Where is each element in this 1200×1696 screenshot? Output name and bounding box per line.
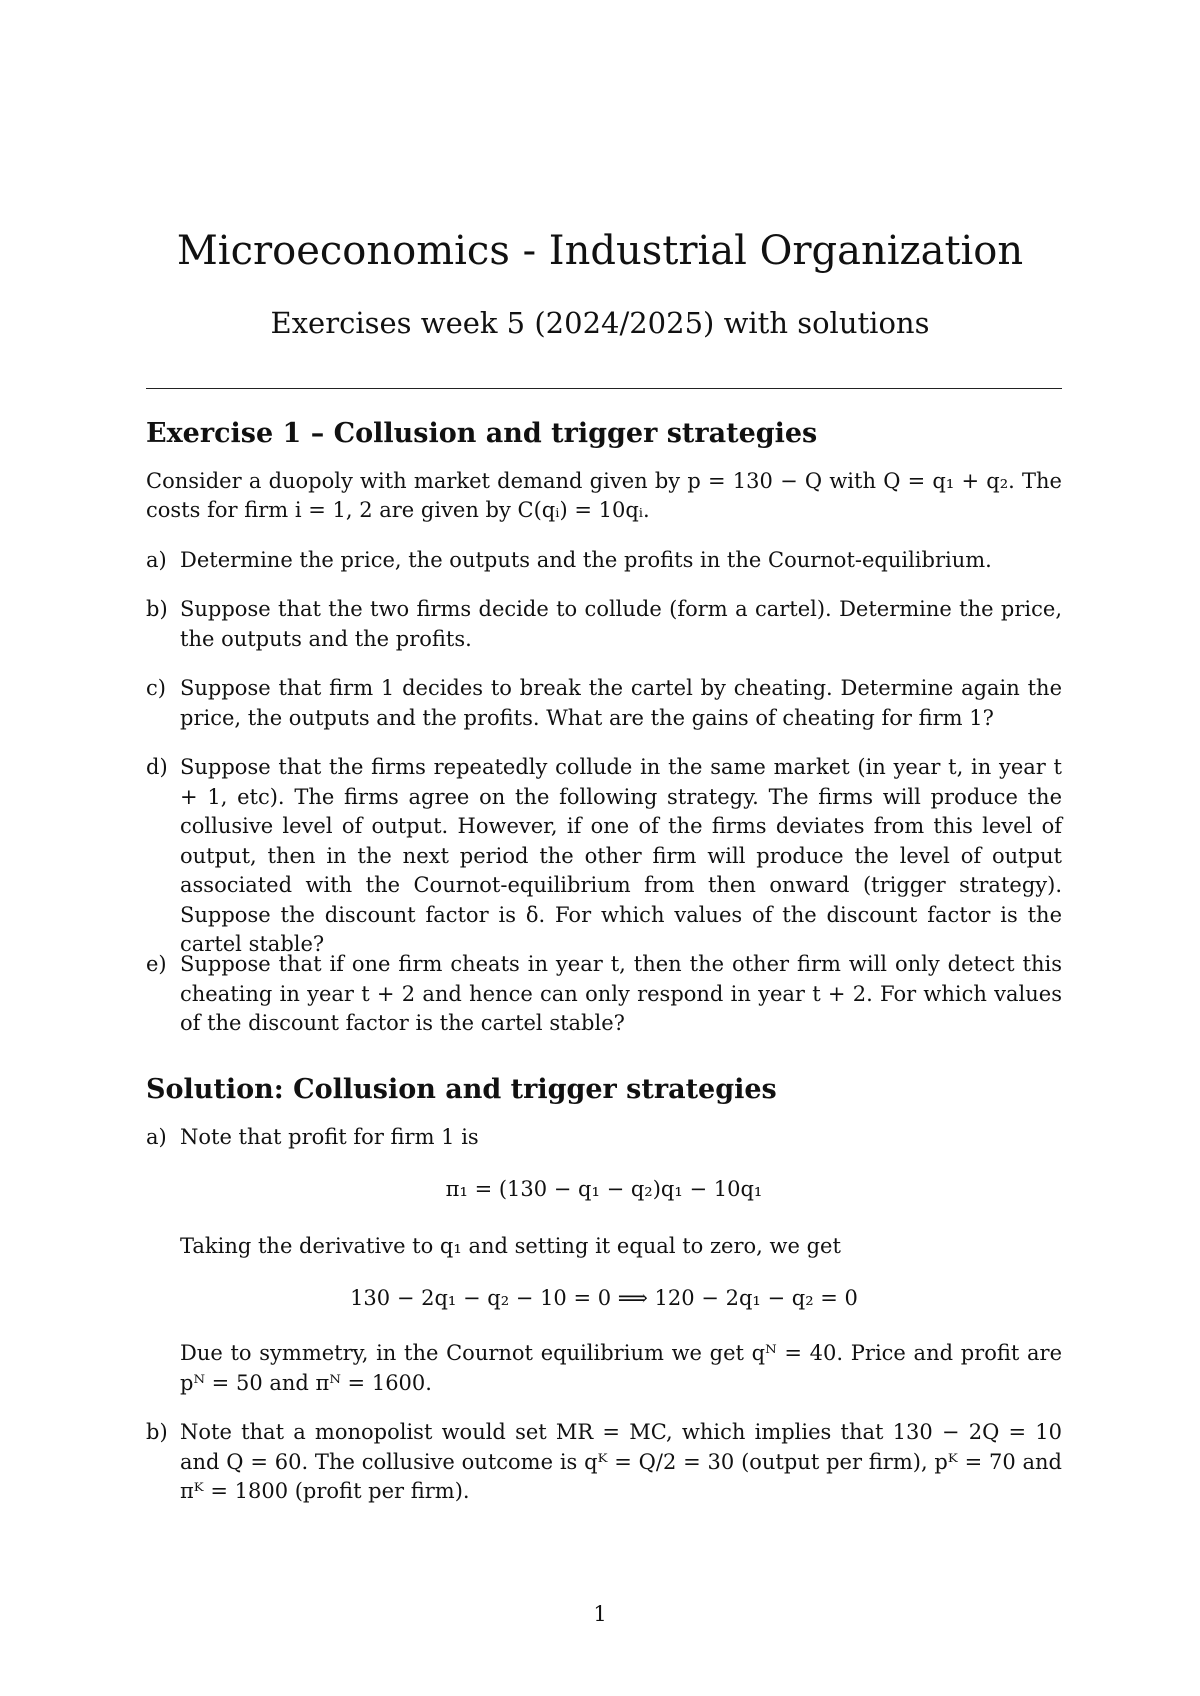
exercise-intro: Consider a duopoly with market demand given by p = 130 − Q with Q = q₁ + q₂. The costs for firm i = 1, 2 are given by C(qᵢ) = 10qᵢ. [146, 469, 1062, 522]
solution-result: Due to symmetry, in the Cournot equilibrium we get qᴺ = 40. Price and profit are pᴺ = 50 and πᴺ = 1600. [180, 1341, 1062, 1395]
solution-text: Taking the derivative to q₁ and setting it equal to zero, we get [180, 1234, 841, 1258]
item-text: Suppose that the two firms decide to collude (form a cartel). Determine the price, the outputs and the profits. [180, 597, 1062, 651]
exercise-heading: Exercise 1 – Collusion and trigger strategies [146, 418, 818, 449]
item-label: a) [146, 548, 167, 572]
item-label: e) [146, 952, 167, 976]
page-title: Microeconomics - Industrial Organization [176, 228, 1024, 274]
item-text: Determine the price, the outputs and the profits in the Cournot-equilibrium. [180, 548, 992, 572]
page-number: 1 [593, 1602, 607, 1626]
solution-heading: Solution: Collusion and trigger strategies [146, 1074, 777, 1105]
item-text: Suppose that the firms repeatedly collude in the same market (in year t, in year t + 1, etc). The firms agree on the following strategy. The firms will produce the collusive level of output. However, if one of the firms deviates from this level of output, then in the next period the other firm will produce the level of output associated with the Cournot-equilibrium from then onward (trigger strategy). Suppose the discount factor is δ. For which values of the discount factor is the cartel stable? [180, 755, 1062, 956]
item-label: c) [146, 676, 166, 700]
item-text: Suppose that firm 1 decides to break the cartel by cheating. Determine again the price, the outputs and the profits. What are the gains of cheating for firm 1? [180, 676, 1062, 730]
solution-item-b [146, 1418, 1062, 1507]
exercise-item-c [146, 674, 1062, 733]
item-text: Suppose that if one firm cheats in year t, then the other firm will only detect this cheating in year t + 2 and hence can only respond in year t + 2. For which values of the discount factor is the cartel stable? [180, 952, 1062, 1035]
item-label: b) [146, 597, 168, 621]
item-label: d) [146, 755, 168, 779]
exercise-item-b [146, 595, 1062, 654]
exercise-item-a [146, 546, 1062, 576]
page-subtitle: Exercises week 5 (2024/2025) with solutions [270, 306, 930, 340]
item-text: Note that profit for firm 1 is [180, 1125, 479, 1149]
equation-foc: 130 − 2q₁ − q₂ − 10 = 0 ⟹ 120 − 2q₁ − q₂ = 0 [350, 1286, 858, 1310]
horizontal-rule [146, 388, 1062, 389]
item-label: a) [146, 1125, 167, 1149]
exercise-item-e [146, 950, 1062, 1039]
solution-item-a [146, 1123, 1062, 1153]
item-text: Note that a monopolist would set MR = MC, which implies that 130 − 2Q = 10 and Q = 60. The collusive outcome is qᴷ = Q/2 = 30 (output per firm), pᴷ = 70 and πᴷ = 1800 (profit per firm). [180, 1420, 1062, 1503]
exercise-item-d [146, 753, 1062, 960]
item-label: b) [146, 1420, 168, 1444]
equation-profit: π₁ = (130 − q₁ − q₂)q₁ − 10q₁ [445, 1177, 763, 1201]
